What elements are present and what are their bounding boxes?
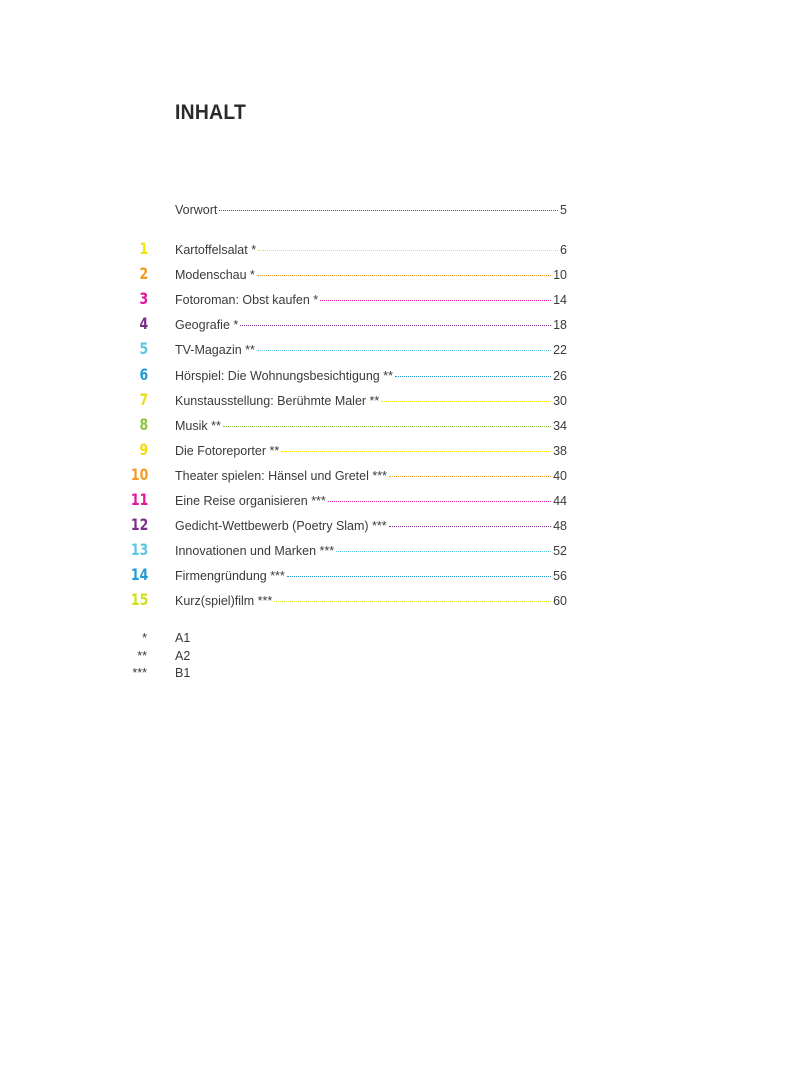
chapter-number: 3 bbox=[139, 289, 148, 309]
chapter-page-number: 30 bbox=[553, 393, 567, 408]
toc-leader-dots bbox=[381, 401, 551, 402]
toc-entry-content bbox=[175, 544, 567, 558]
chapter-page-number: 18 bbox=[553, 318, 567, 333]
chapter-number: 10 bbox=[130, 464, 148, 484]
toc-entry-content bbox=[175, 519, 567, 533]
toc-leader-dots bbox=[223, 426, 551, 427]
toc-entry-page: 5 bbox=[560, 203, 567, 217]
toc-entry-content bbox=[175, 419, 567, 433]
chapter-title: Hörspiel: Die Wohnungsbesichtigung ** bbox=[175, 368, 393, 383]
chapter-page-number: 38 bbox=[553, 443, 567, 458]
toc-leader-dots bbox=[287, 576, 551, 577]
chapter-page-number: 10 bbox=[553, 268, 567, 283]
toc-entry-content bbox=[175, 444, 567, 458]
legend-level: B1 bbox=[175, 666, 191, 680]
toc-leader-dots bbox=[336, 551, 551, 552]
chapter-page-number: 14 bbox=[553, 293, 567, 308]
chapter-title: TV-Magazin ** bbox=[175, 343, 255, 358]
chapter-page-number: 40 bbox=[553, 468, 567, 483]
toc-entry-chapter[interactable] bbox=[0, 490, 800, 514]
toc-entry-content bbox=[175, 394, 567, 408]
legend-item bbox=[0, 631, 800, 649]
chapter-page-number: 56 bbox=[553, 569, 567, 584]
toc-leader-dots bbox=[389, 526, 551, 527]
toc-leader-dots bbox=[240, 325, 551, 326]
toc-entry-label: Vorwort bbox=[175, 203, 218, 217]
toc-entry-content bbox=[175, 569, 567, 583]
chapter-title: Kurz(spiel)film *** bbox=[175, 594, 273, 609]
toc-leader-dots bbox=[219, 210, 558, 211]
chapter-number: 15 bbox=[130, 590, 148, 610]
toc-entry-content bbox=[175, 293, 567, 307]
chapter-page-number: 34 bbox=[553, 418, 567, 433]
chapter-number: 7 bbox=[139, 389, 148, 409]
chapter-title: Eine Reise organisieren *** bbox=[175, 494, 326, 508]
chapter-title: Fotoroman: Obst kaufen * bbox=[175, 293, 319, 308]
chapter-title: Die Fotoreporter ** bbox=[175, 443, 280, 458]
chapter-page-number: 26 bbox=[553, 368, 567, 383]
legend-level: A2 bbox=[175, 648, 191, 663]
chapter-number: 9 bbox=[139, 439, 148, 459]
toc-entry-chapter[interactable] bbox=[0, 289, 800, 313]
toc-entry-chapter[interactable] bbox=[0, 339, 800, 363]
toc-entry-chapter[interactable] bbox=[0, 314, 800, 338]
toc-entry-chapter[interactable] bbox=[0, 389, 800, 414]
chapter-title: Kunstausstellung: Berühmte Maler ** bbox=[175, 393, 380, 408]
toc-leader-dots bbox=[328, 501, 551, 502]
chapter-page-number: 60 bbox=[553, 594, 567, 609]
chapter-number: 4 bbox=[139, 314, 148, 334]
toc-entry-chapter[interactable] bbox=[0, 464, 800, 489]
chapter-page-number: 6 bbox=[560, 243, 567, 257]
toc-entry-chapter[interactable] bbox=[0, 565, 800, 589]
legend-item bbox=[0, 649, 800, 667]
chapter-number: 2 bbox=[139, 264, 148, 284]
toc-entry-chapter[interactable] bbox=[0, 515, 800, 539]
legend-level: A1 bbox=[175, 631, 191, 645]
chapter-number: 13 bbox=[130, 540, 148, 560]
chapter-number: 5 bbox=[139, 339, 148, 359]
chapter-page-number: 52 bbox=[553, 544, 567, 559]
toc-entry-content bbox=[175, 343, 567, 357]
toc-entry-chapter[interactable] bbox=[0, 264, 800, 288]
toc-leader-dots bbox=[274, 601, 551, 602]
legend-symbol: * bbox=[142, 631, 147, 645]
toc-entry-content bbox=[175, 243, 567, 257]
chapter-title: Geografie * bbox=[175, 318, 239, 333]
toc-leader-dots bbox=[281, 451, 551, 452]
toc-entry-foreword[interactable] bbox=[0, 203, 800, 223]
toc-entry-chapter[interactable] bbox=[0, 414, 800, 439]
toc-leader-dots bbox=[389, 476, 551, 477]
chapter-page-number: 44 bbox=[553, 494, 567, 508]
chapter-number: 14 bbox=[130, 565, 148, 585]
chapter-number: 8 bbox=[139, 414, 148, 434]
chapter-title: Innovationen und Marken *** bbox=[175, 544, 335, 559]
legend-symbol: *** bbox=[132, 666, 147, 680]
toc-entry-content bbox=[175, 318, 567, 332]
toc-leader-dots bbox=[258, 250, 558, 251]
chapter-number: 6 bbox=[139, 364, 148, 384]
chapter-page-number: 48 bbox=[553, 519, 567, 534]
chapter-number: 1 bbox=[139, 239, 148, 258]
toc-entry-chapter[interactable] bbox=[0, 590, 800, 614]
toc-entry-content bbox=[175, 268, 567, 282]
toc-entry-chapter[interactable] bbox=[0, 239, 800, 263]
chapter-number: 12 bbox=[130, 515, 148, 535]
toc-entry-chapter[interactable] bbox=[0, 540, 800, 564]
chapter-title: Firmengründung *** bbox=[175, 569, 285, 584]
page-title: INHALT bbox=[175, 101, 247, 124]
chapter-page-number: 22 bbox=[553, 343, 567, 358]
toc-entry-content bbox=[175, 203, 567, 217]
toc-leader-dots bbox=[257, 275, 551, 276]
chapter-number: 11 bbox=[130, 490, 148, 509]
toc-leader-dots bbox=[257, 350, 551, 351]
chapter-title: Gedicht-Wettbewerb (Poetry Slam) *** bbox=[175, 519, 387, 534]
chapter-title: Musik ** bbox=[175, 418, 221, 433]
toc-entry-content bbox=[175, 369, 567, 383]
legend-item bbox=[0, 666, 800, 684]
toc-entry-content bbox=[175, 494, 567, 508]
chapter-title: Theater spielen: Hänsel und Gretel *** bbox=[175, 468, 387, 483]
toc-entry-content bbox=[175, 594, 567, 608]
toc-leader-dots bbox=[395, 376, 551, 377]
toc-entry-chapter[interactable] bbox=[0, 364, 800, 389]
toc-leader-dots bbox=[320, 300, 551, 301]
toc-entry-content bbox=[175, 469, 567, 483]
toc-entry-chapter[interactable] bbox=[0, 439, 800, 464]
chapter-title: Kartoffelsalat * bbox=[175, 243, 257, 257]
chapter-title: Modenschau * bbox=[175, 268, 255, 283]
legend-symbol: ** bbox=[137, 648, 147, 663]
